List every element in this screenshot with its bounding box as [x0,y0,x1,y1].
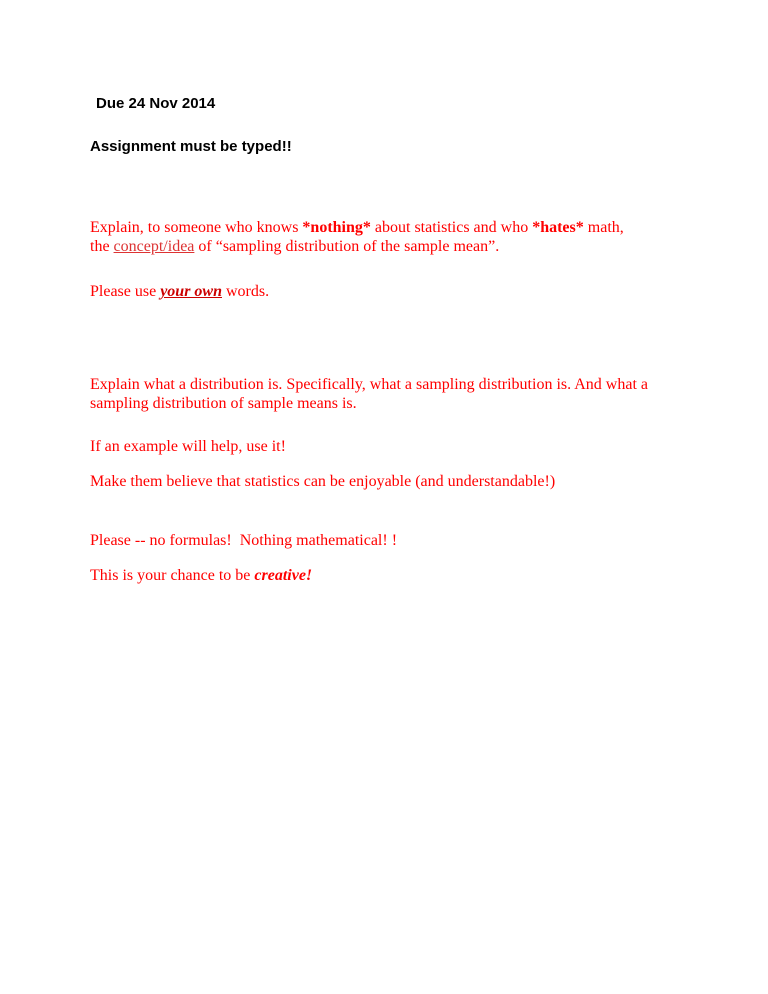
due-date: Due 24 Nov 2014 [96,95,216,112]
text: words. [222,283,270,300]
emph-nothing: *nothing* [302,219,371,236]
concept-idea: concept/idea [113,238,195,255]
example: If an example will help, use it! [90,438,286,455]
enjoyable: Make them believe that statistics can be enjoyable (and understandable!) [90,473,556,490]
text: This is your chance to be [90,567,255,584]
text: Please use [90,283,161,300]
text: math, [583,219,624,236]
no-formulas: Please -- no formulas! Nothing mathematical! ! [90,532,398,549]
your-own: your own [160,283,222,300]
creative [90,566,710,585]
creative-emph: creative! [254,567,313,584]
explain-distribution: Explain what a distribution is. Specifically, what a sampling distribution is. And what a sampling distribution of sample means is. [90,376,648,412]
text: the [90,238,114,255]
emph-hates: *hates* [532,219,584,236]
text: Explain, to someone who knows [90,219,303,236]
own-words [90,282,710,301]
typed-notice: Assignment must be typed!! [90,138,292,155]
text: of “sampling distribution of the sample mean”. [194,238,500,255]
instruction-main [90,218,710,256]
text: about statistics and who [370,219,533,236]
